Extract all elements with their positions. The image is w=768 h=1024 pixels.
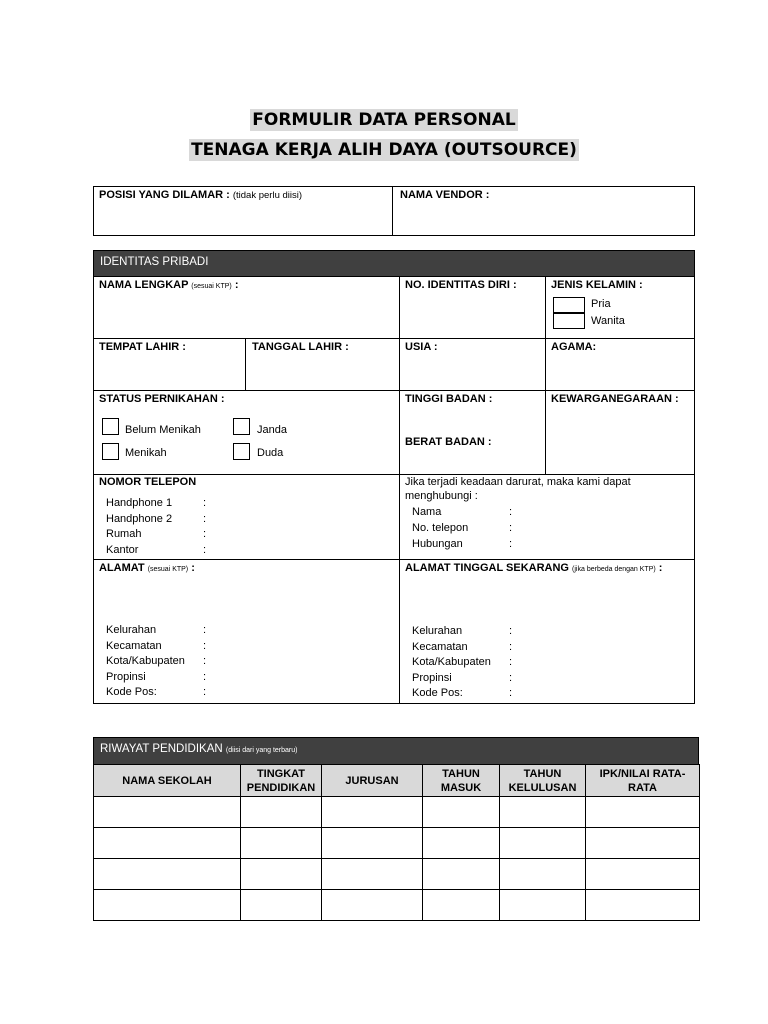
darurat-row[interactable]: Hubungan : <box>412 538 513 550</box>
alamat-sekarang-field[interactable] <box>400 578 694 622</box>
table-cell[interactable] <box>241 828 322 859</box>
table-cell[interactable] <box>241 797 322 828</box>
table-cell[interactable] <box>94 890 241 921</box>
address-row[interactable]: Kode Pos: : <box>106 686 207 698</box>
table-cell[interactable] <box>423 828 500 859</box>
wanita-checkbox[interactable] <box>553 313 585 329</box>
berat-badan-label: BERAT BADAN : <box>405 436 492 448</box>
tanggal-lahir-field[interactable] <box>246 357 398 389</box>
table-cell[interactable] <box>500 828 586 859</box>
vendor-label: NAMA VENDOR : <box>400 189 490 201</box>
tempat-lahir-field[interactable] <box>94 357 244 389</box>
kewarganegaraan-label: KEWARGANEGARAAN : <box>551 393 679 405</box>
jenis-kelamin-label: JENIS KELAMIN : <box>551 279 643 291</box>
tempat-lahir-label: TEMPAT LAHIR : <box>99 341 186 353</box>
no-identitas-field[interactable] <box>400 296 544 336</box>
phone-row[interactable]: Handphone 1 : <box>106 497 207 509</box>
posisi-field[interactable] <box>93 206 392 234</box>
table-cell[interactable] <box>586 797 700 828</box>
nama-lengkap-field[interactable] <box>94 296 398 336</box>
address-row[interactable]: Kota/Kabupaten : <box>412 656 513 668</box>
table-cell[interactable] <box>500 890 586 921</box>
posisi-label: POSISI YANG DILAMAR : (tidak perlu diisi) <box>99 189 303 201</box>
table-cell[interactable] <box>500 859 586 890</box>
table-cell[interactable] <box>94 797 241 828</box>
address-row[interactable]: Kecamatan : <box>106 639 207 652</box>
address-row[interactable]: Propinsi : <box>412 671 513 684</box>
nama-lengkap-label: NAMA LENGKAP (sesuai KTP) : <box>99 279 239 291</box>
darurat-text: Jika terjadi keadaan darurat, maka kami dapat menghubungi : <box>405 476 631 502</box>
table-cell[interactable] <box>94 828 241 859</box>
table-row <box>94 797 700 828</box>
table-cell[interactable] <box>322 890 423 921</box>
tinggi-badan-field[interactable] <box>400 408 544 430</box>
table-cell[interactable] <box>423 859 500 890</box>
table-cell[interactable] <box>241 859 322 890</box>
table-row <box>94 828 700 859</box>
phone-row[interactable]: Kantor : <box>106 543 207 556</box>
column-header: TAHUN MASUK <box>423 765 500 797</box>
address-row[interactable]: Propinsi : <box>106 670 207 683</box>
nomor-telepon-label: NOMOR TELEPON <box>99 476 197 488</box>
status-pernikahan-label: STATUS PERNIKAHAN : <box>99 393 225 405</box>
usia-field[interactable] <box>400 357 544 389</box>
tanggal-lahir-label: TANGGAL LAHIR : <box>252 341 349 353</box>
phone-row[interactable]: Rumah : <box>106 528 207 540</box>
address-row[interactable]: Kelurahan : <box>412 625 513 637</box>
darurat-list <box>412 506 692 554</box>
alamat-sekarang-detail-list <box>412 625 692 703</box>
duda-checkbox[interactable] <box>233 443 250 460</box>
column-header: JURUSAN <box>322 765 423 797</box>
table-cell[interactable] <box>322 859 423 890</box>
usia-label: USIA : <box>405 341 438 353</box>
darurat-row[interactable]: Nama : <box>412 506 513 518</box>
kewarganegaraan-field[interactable] <box>546 408 694 473</box>
belum-menikah-checkbox[interactable] <box>102 418 119 435</box>
menikah-checkbox[interactable] <box>102 443 119 460</box>
identitas-header: IDENTITAS PRIBADI <box>93 250 695 277</box>
column-header: TINGKAT PENDIDIKAN <box>241 765 322 797</box>
berat-badan-field[interactable] <box>400 451 544 473</box>
vendor-field[interactable] <box>393 206 694 234</box>
pria-checkbox[interactable] <box>553 297 585 313</box>
alamat-sekarang-label: ALAMAT TINGGAL SEKARANG (jika berbeda dengan KTP) : <box>405 562 663 574</box>
table-cell[interactable] <box>500 797 586 828</box>
duda-label: Duda <box>257 447 284 459</box>
alamat-detail-list <box>106 624 396 702</box>
alamat-field[interactable] <box>94 578 398 622</box>
alamat-label: ALAMAT (sesuai KTP) : <box>99 562 195 574</box>
table-cell[interactable] <box>586 859 700 890</box>
phone-list <box>106 497 396 559</box>
agama-field[interactable] <box>546 357 694 389</box>
address-row[interactable]: Kelurahan : <box>106 624 207 636</box>
menikah-label: Menikah <box>125 447 167 459</box>
column-header: IPK/NILAI RATA-RATA <box>586 765 700 797</box>
address-row[interactable]: Kecamatan : <box>412 640 513 653</box>
agama-label: AGAMA: <box>551 341 597 353</box>
tinggi-badan-label: TINGGI BADAN : <box>405 393 493 405</box>
table-row <box>94 859 700 890</box>
column-header: TAHUN KELULUSAN <box>500 765 586 797</box>
form-title: FORMULIR DATA PERSONAL <box>252 110 516 130</box>
table-cell[interactable] <box>94 859 241 890</box>
janda-label: Janda <box>257 424 287 436</box>
table-cell[interactable] <box>322 797 423 828</box>
darurat-row[interactable]: No. telepon : <box>412 522 513 534</box>
table-cell[interactable] <box>586 828 700 859</box>
table-cell[interactable] <box>586 890 700 921</box>
table-cell[interactable] <box>423 890 500 921</box>
table-cell[interactable] <box>322 828 423 859</box>
pendidikan-header: RIWAYAT PENDIDIKAN (diisi dari yang terbaru) <box>93 737 699 765</box>
wanita-label: Wanita <box>591 315 625 327</box>
address-row[interactable]: Kode Pos: : <box>412 687 513 699</box>
belum-menikah-label: Belum Menikah <box>125 424 201 436</box>
table-cell[interactable] <box>423 797 500 828</box>
form-subtitle: TENAGA KERJA ALIH DAYA (OUTSOURCE) <box>191 140 577 160</box>
table-row <box>94 890 700 921</box>
table-cell[interactable] <box>241 890 322 921</box>
pendidikan-table <box>93 764 700 921</box>
address-row[interactable]: Kota/Kabupaten : <box>106 655 207 667</box>
table-header-row <box>94 765 700 797</box>
janda-checkbox[interactable] <box>233 418 250 435</box>
no-identitas-label: NO. IDENTITAS DIRI : <box>405 279 517 291</box>
phone-row[interactable]: Handphone 2 : <box>106 512 207 525</box>
pria-label: Pria <box>591 298 611 310</box>
column-header: NAMA SEKOLAH <box>94 765 241 797</box>
